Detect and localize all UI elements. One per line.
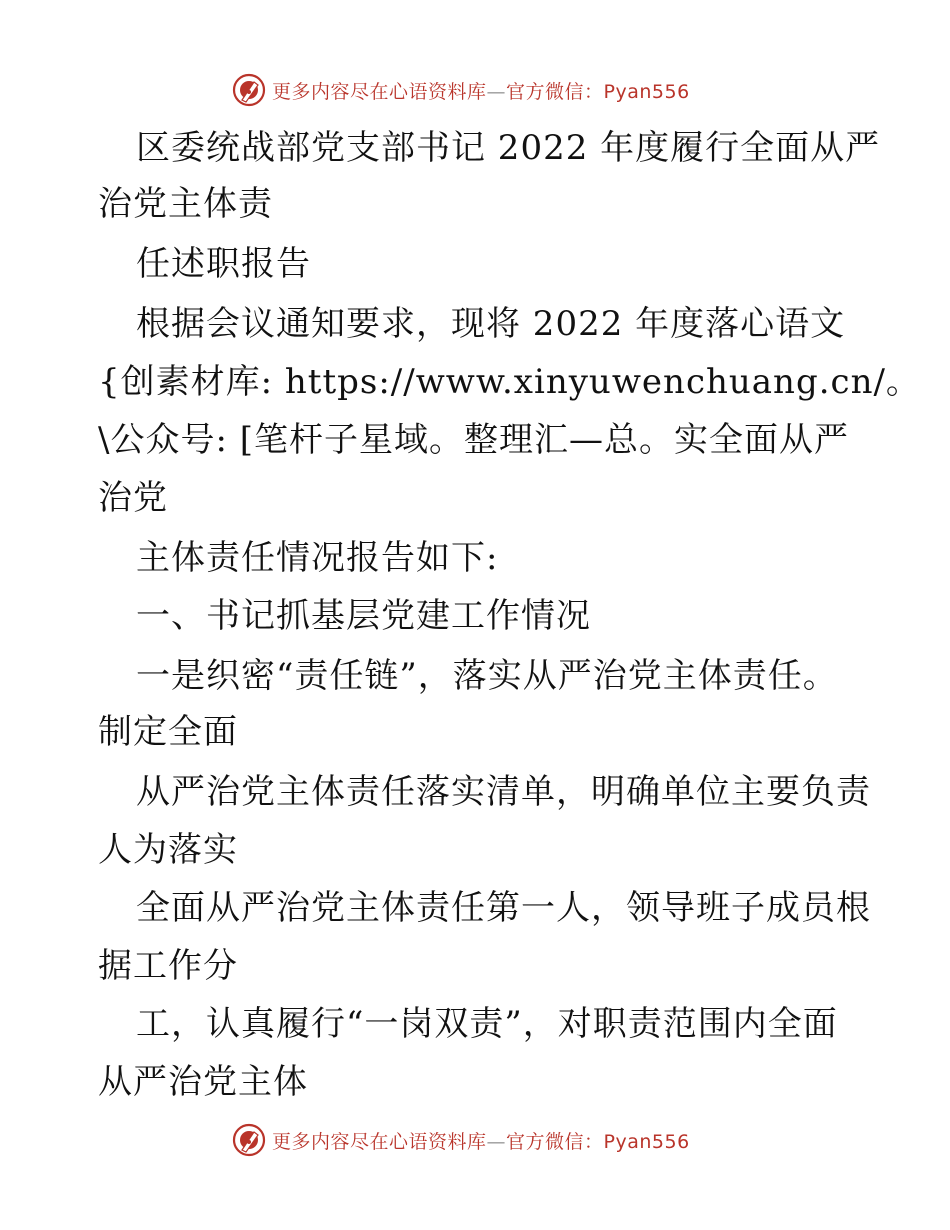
paragraph-line: 工，认真履行“一岗双责”，对职责范围内全面	[136, 1004, 838, 1044]
paragraph-line: {创素材库: https://www.xinyuwenchuang.cn/。	[98, 362, 921, 402]
section-heading: 一、书记抓基层党建工作情况	[136, 596, 591, 636]
watermark-text	[272, 1127, 690, 1154]
paragraph-line: 全面从严治党主体责任第一人，领导班子成员根	[136, 888, 871, 928]
watermark-brand: 更多内容尽在心语资料库	[272, 1130, 487, 1153]
paragraph-line: 从严治党主体	[98, 1062, 308, 1102]
watermark-official-label: 官方微信：	[506, 1130, 604, 1153]
watermark-wechat-id: Pyan556	[603, 80, 690, 103]
watermark-brand: 更多内容尽在心语资料库	[272, 80, 487, 103]
pen-nib-logo-icon	[232, 73, 266, 107]
watermark-separator: —	[486, 80, 507, 103]
paragraph-line: 从严治党主体责任落实清单，明确单位主要负责	[136, 772, 871, 812]
watermark-text	[272, 77, 690, 104]
paragraph-line: \公众号: [笔杆子星域。整理汇—总。实全面从严	[98, 420, 849, 460]
paragraph-line: 治党	[98, 478, 168, 518]
paragraph-line: 主体责任情况报告如下:	[136, 538, 499, 578]
paragraph-line: 一是织密“责任链”，落实从严治党主体责任。	[136, 656, 838, 696]
watermark-official-label: 官方微信：	[506, 80, 604, 103]
doc-title-line-2: 治党主体责	[98, 184, 273, 224]
paragraph-line: 据工作分	[98, 946, 238, 986]
doc-title-line-3: 任述职报告	[136, 244, 311, 284]
paragraph-line: 根据会议通知要求，现将 2022 年度落心语文	[136, 304, 846, 344]
footer-watermark	[232, 1122, 690, 1158]
header-watermark	[232, 72, 690, 108]
watermark-separator: —	[486, 1130, 507, 1153]
paragraph-line: 人为落实	[98, 830, 238, 870]
watermark-wechat-id: Pyan556	[603, 1130, 690, 1153]
doc-title-line-1: 区委统战部党支部书记 2022 年度履行全面从严	[136, 128, 881, 168]
pen-nib-logo-icon	[232, 1123, 266, 1157]
paragraph-line: 制定全面	[98, 712, 238, 752]
